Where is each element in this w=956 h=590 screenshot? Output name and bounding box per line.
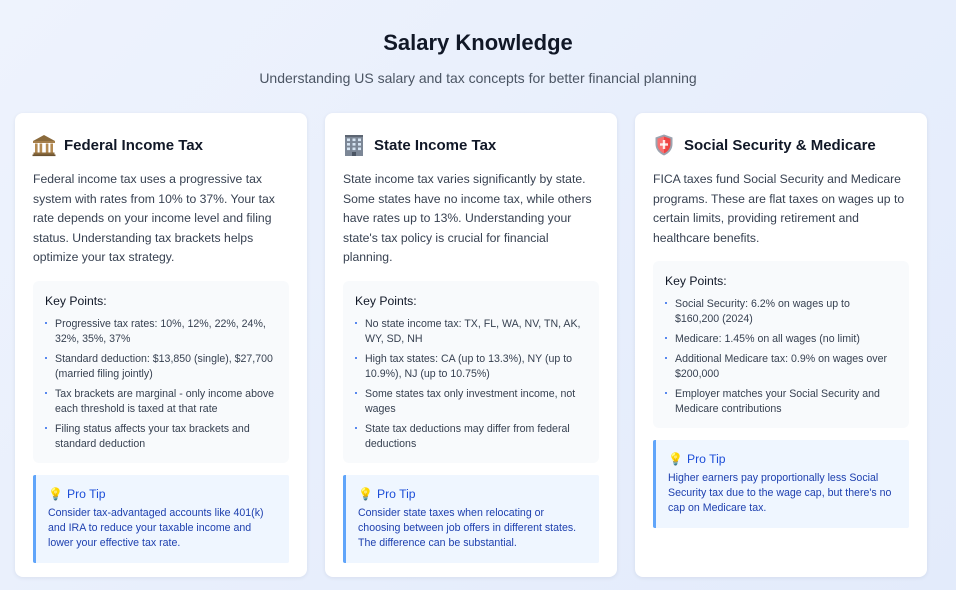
card-federal-income-tax xyxy=(15,113,307,577)
pro-tip-text: Higher earners pay proportionally less Social Security tax due to the wage cap, but there's no cap on Medicare tax. xyxy=(668,472,892,514)
key-point-text: Social Security: 6.2% on wages up to $160,200 (2024) xyxy=(675,298,850,325)
key-points-title: Key Points: xyxy=(45,293,107,308)
bullet-icon xyxy=(355,392,357,394)
key-points-list xyxy=(665,297,897,417)
card-social-security-medicare xyxy=(635,113,927,577)
bullet-icon xyxy=(355,322,357,324)
card-header xyxy=(32,133,289,157)
key-points-list xyxy=(355,317,587,452)
key-point-text: Additional Medicare tax: 0.9% on wages over $200,000 xyxy=(675,353,887,380)
pro-tip-box xyxy=(653,440,909,528)
bullet-icon xyxy=(665,302,667,304)
list-item xyxy=(665,387,897,417)
bullet-icon xyxy=(45,322,47,324)
card-description: State income tax varies significantly by state. Some states have no income tax, while others have rates up to 13%. Understanding your state's tax policy is crucial for financial planning. xyxy=(343,172,592,264)
bullet-icon xyxy=(45,427,47,429)
key-point-text: Employer matches your Social Security and Medicare contributions xyxy=(675,388,880,415)
key-point-text: Progressive tax rates: 10%, 12%, 22%, 24%, 32%, 35%, 37% xyxy=(55,317,266,345)
card-state-income-tax xyxy=(325,113,617,577)
lightbulb-icon: 💡 xyxy=(358,486,373,501)
page-subtitle: Understanding US salary and tax concepts for better financial planning xyxy=(259,70,697,86)
bullet-icon xyxy=(355,357,357,359)
card-header xyxy=(652,133,909,157)
bullet-icon xyxy=(355,427,357,429)
pro-tip-title xyxy=(358,487,589,501)
key-points-title: Key Points: xyxy=(665,274,727,288)
office-building-icon xyxy=(342,133,366,157)
list-item xyxy=(665,297,897,327)
key-points-box xyxy=(653,261,909,428)
pro-tip-box xyxy=(343,475,599,563)
key-point-text: Some states tax only investment income, not wages xyxy=(365,387,576,415)
page-title: Salary Knowledge xyxy=(383,30,573,55)
key-points-title: Key Points: xyxy=(355,293,417,308)
list-item xyxy=(355,352,587,382)
card-title: Social Security & Medicare xyxy=(684,136,876,154)
key-point-text: Tax brackets are marginal - only income above each threshold is taxed at that rate xyxy=(55,387,275,415)
shield-icon xyxy=(652,133,676,157)
bank-building-icon xyxy=(32,133,56,157)
bullet-icon xyxy=(665,337,667,339)
list-item xyxy=(45,422,277,452)
list-item xyxy=(665,332,897,347)
pro-tip-label: Pro Tip xyxy=(376,486,416,501)
key-points-list xyxy=(45,317,277,452)
pro-tip-text: Consider tax-advantaged accounts like 401(k) and IRA to reduce your taxable income and lower your effective tax rate. xyxy=(48,506,264,549)
bullet-icon xyxy=(665,357,667,359)
list-item xyxy=(355,317,587,347)
list-item xyxy=(45,387,277,417)
pro-tip-box xyxy=(33,475,289,563)
card-description: FICA taxes fund Social Security and Medicare programs. These are flat taxes on wages up to certain limits, providing retirement and healthcare benefits. xyxy=(653,172,905,245)
list-item xyxy=(45,352,277,382)
key-point-text: State tax deductions may differ from federal deductions xyxy=(365,422,570,450)
key-point-text: Standard deduction: $13,850 (single), $27,700 (married filing jointly) xyxy=(55,352,273,380)
bullet-icon xyxy=(45,357,47,359)
key-points-box xyxy=(343,281,599,463)
key-point-text: Medicare: 1.45% on all wages (no limit) xyxy=(675,333,860,345)
bullet-icon xyxy=(665,392,667,394)
lightbulb-icon: 💡 xyxy=(48,486,63,501)
card-header xyxy=(342,133,599,157)
card-description: Federal income tax uses a progressive tax system with rates from 10% to 37%. Your tax rate depends on your income level and filing status. Understanding tax brackets helps optimize your tax strategy. xyxy=(33,172,275,264)
list-item xyxy=(355,422,587,452)
pro-tip-title xyxy=(668,452,899,466)
key-point-text: High tax states: CA (up to 13.3%), NY (up to 10.9%), NJ (up to 10.75%) xyxy=(365,352,573,380)
pro-tip-label: Pro Tip xyxy=(686,452,726,466)
card-title: State Income Tax xyxy=(374,136,497,154)
list-item xyxy=(355,387,587,417)
list-item xyxy=(665,352,897,382)
pro-tip-title xyxy=(48,487,279,501)
pro-tip-label: Pro Tip xyxy=(66,486,106,501)
key-point-text: Filing status affects your tax brackets and standard deduction xyxy=(55,422,250,450)
card-title: Federal Income Tax xyxy=(64,136,203,154)
key-points-box xyxy=(33,281,289,463)
lightbulb-icon: 💡 xyxy=(668,452,683,466)
pro-tip-text: Consider state taxes when relocating or choosing between job offers in different states. The difference can be substantial. xyxy=(358,506,577,549)
key-point-text: No state income tax: TX, FL, WA, NV, TN, AK, WY, SD, NH xyxy=(365,317,581,345)
list-item xyxy=(45,317,277,347)
bullet-icon xyxy=(45,392,47,394)
